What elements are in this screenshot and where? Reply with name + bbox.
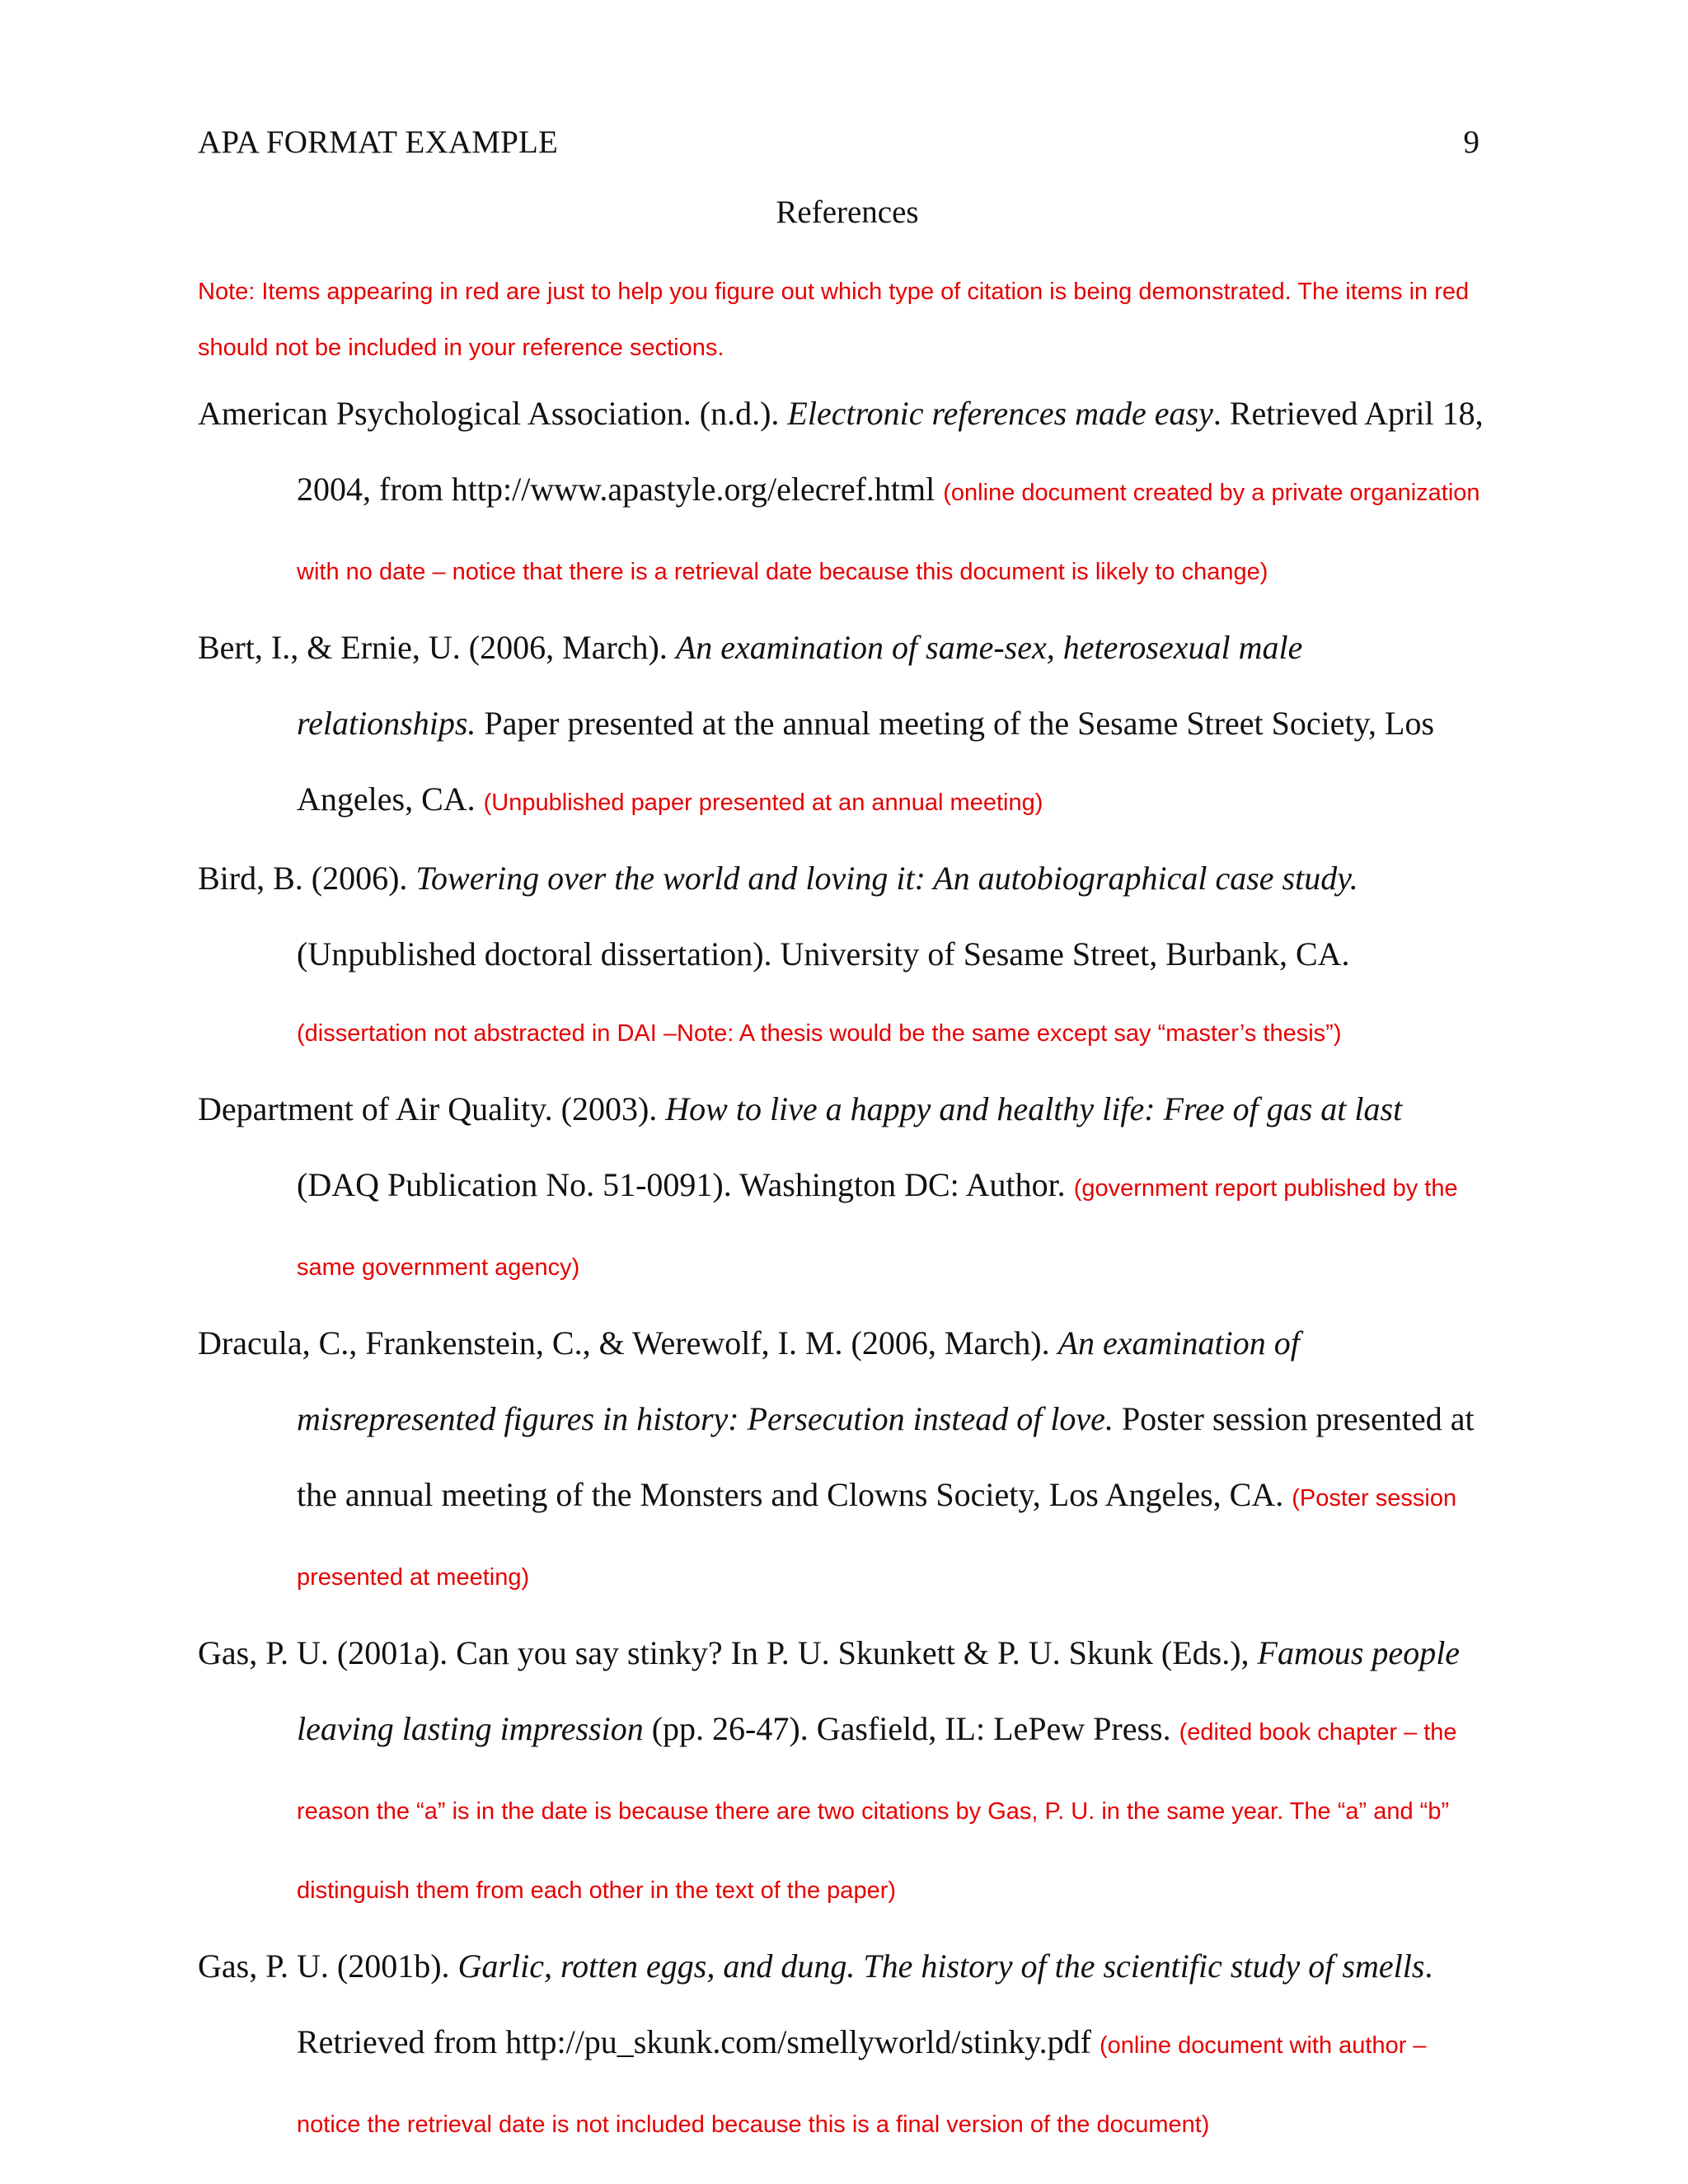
reference-text: American Psychological Association. (n.d.). — [198, 395, 788, 432]
reference-italic-title: An examination of misrepresented figures in history: Persecution instead of love. — [297, 1324, 1300, 1437]
reference-entry — [198, 841, 1488, 1071]
reference-text: . Retrieved April 18, 2004, from http://www.apastyle.org/elecref.html — [297, 395, 1484, 508]
running-head: APA FORMAT EXAMPLE — [198, 124, 559, 160]
reference-annotation: (online document created by a private organization with no date – notice that there is a retrieval date because this document is likely to change) — [297, 480, 1480, 585]
reference-annotation: (edited book chapter – the reason the “a” is in the date is because there are two citations by Gas, P. U. in the same year. The “a” and “b” distinguish them from each other in the text of the paper) — [297, 1719, 1457, 1904]
reference-italic-title: An examination of same-sex, heterosexual male relationships. — [297, 629, 1303, 742]
reference-annotation: (government report published by the same government agency) — [297, 1175, 1458, 1281]
reference-italic-title: Famous people leaving lasting impression — [297, 1634, 1461, 1747]
reference-text: (pp. 26-47). Gasfield, IL: LePew Press. — [643, 1710, 1179, 1747]
reference-entry — [198, 1929, 1488, 2163]
reference-entry — [198, 376, 1488, 610]
reference-annotation: (online document with author – notice the retrieval date is not included because this is a final version of the document) — [297, 2032, 1427, 2138]
reference-entry — [198, 610, 1488, 841]
reference-text: Bird, B. (2006). — [198, 860, 416, 897]
reference-text: . Retrieved from http://pu_skunk.com/smellyworld/stinky.pdf — [297, 1947, 1433, 2060]
reference-text: Gas, P. U. (2001b). — [198, 1947, 458, 1985]
reference-entry — [198, 1071, 1488, 1305]
reference-text: (Unpublished doctoral dissertation). University of Sesame Street, Burbank, CA. — [297, 935, 1350, 972]
reference-text: Dracula, C., Frankenstein, C., & Werewolf, I. M. (2006, March). — [198, 1324, 1058, 1361]
reference-annotation: (Unpublished paper presented at an annual meeting) — [483, 790, 1043, 816]
reference-text: (DAQ Publication No. 51-0091). Washington DC: Author. — [297, 1166, 1074, 1203]
reference-italic-title: Garlic, rotten eggs, and dung. The history of the scientific study of smells — [457, 1947, 1425, 1985]
page-number: 9 — [1463, 124, 1479, 160]
red-note: Note: Items appearing in red are just to help you figure out which type of citation is being demonstrated. The items in red should not be included in your reference sections. — [198, 279, 1470, 361]
reference-italic-title: Towering over the world and loving it: An autobiographical case study. — [415, 860, 1358, 897]
reference-text: Paper presented at the annual meeting of the Sesame Street Society, Los Angeles, CA. — [297, 705, 1435, 818]
references-heading: References — [776, 194, 919, 230]
reference-text: Gas, P. U. (2001a). Can you say stinky? In P. U. Skunkett & P. U. Skunk (Eds.), — [198, 1634, 1258, 1671]
reference-entry — [198, 1305, 1488, 1615]
reference-annotation: (dissertation not abstracted in DAI –Note: A thesis would be the same except say “master’s thesis”) — [297, 1020, 1342, 1047]
reference-italic-title: Electronic references made easy — [787, 395, 1213, 432]
reference-italic-title: How to live a happy and healthy life: Free of gas at last — [665, 1090, 1403, 1127]
references-body — [198, 264, 1488, 2163]
reference-text: Department of Air Quality. (2003). — [198, 1090, 666, 1127]
reference-annotation: (Poster session presented at meeting) — [297, 1485, 1457, 1591]
reference-text: Poster session presented at the annual meeting of the Monsters and Clowns Society, Los Angeles, CA. — [297, 1400, 1475, 1513]
reference-entry — [198, 1615, 1488, 1929]
reference-text: Bert, I., & Ernie, U. (2006, March). — [198, 629, 676, 666]
